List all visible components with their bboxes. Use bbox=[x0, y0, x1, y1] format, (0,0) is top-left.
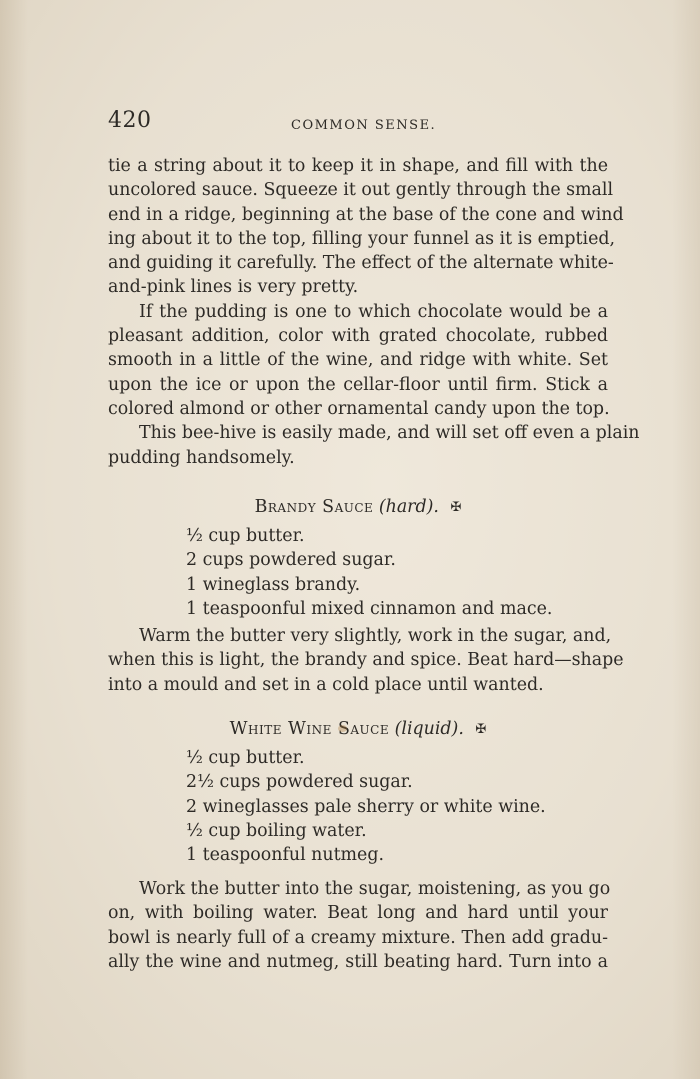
recipe-qualifier: (liquid). bbox=[394, 719, 464, 739]
text-line: and guiding it carefully. The effect of the alternate white- bbox=[108, 253, 614, 274]
recipe-title: Brandy Sauce bbox=[254, 497, 374, 517]
recipe-qualifier: (hard). bbox=[378, 497, 439, 517]
text-line: Work the butter into the sugar, moistening, as you go bbox=[139, 879, 611, 899]
running-head: COMMON SENSE. bbox=[291, 118, 437, 133]
text-line: pudding handsomely. bbox=[108, 447, 295, 468]
page-edge-shadow-left bbox=[0, 0, 28, 1079]
text-line: bowl is nearly full of a creamy mixture. Then add gradu- bbox=[108, 927, 608, 948]
ingredient-item: 2 cups powdered sugar. bbox=[186, 550, 396, 571]
recipe-heading-brandy-sauce bbox=[108, 494, 608, 520]
ingredient-item: ½ cup butter. bbox=[186, 526, 305, 546]
text-line: smooth in a little of the wine, and ridge with white. Set bbox=[108, 350, 608, 371]
cross-ornament-icon: ✠ bbox=[450, 500, 462, 515]
paper-stain bbox=[338, 725, 347, 732]
recipe-method bbox=[108, 624, 624, 697]
text-line: on, with boiling water. Beat long and hard until your bbox=[108, 903, 608, 924]
text-line: end in a ridge, beginning at the base of the cone and wind bbox=[108, 204, 624, 225]
text-line: This bee-hive is easily made, and will set off even a plain bbox=[139, 423, 640, 444]
text-line: If the pudding is one to which chocolate would be a bbox=[139, 301, 608, 322]
page-number: 420 bbox=[108, 108, 152, 133]
text-line: uncolored sauce. Squeeze it out gently through the small bbox=[108, 180, 614, 201]
ingredient-item: 2 wineglasses pale sherry or white wine. bbox=[186, 796, 546, 817]
text-line: pleasant addition, color with grated chocolate, rubbed bbox=[108, 326, 608, 347]
text-line: when this is light, the brandy and spice. Beat hard—shape bbox=[108, 650, 624, 671]
text-line: Warm the butter very slightly, work in the sugar, and, bbox=[139, 626, 612, 646]
page-edge-shadow-right bbox=[672, 0, 700, 1079]
ingredient-item: 1 teaspoonful nutmeg. bbox=[186, 845, 384, 866]
recipe-method bbox=[108, 877, 611, 974]
text-line: upon the ice or upon the cellar-floor until firm. Stick a bbox=[108, 374, 608, 395]
intro-text bbox=[108, 154, 640, 470]
recipe-heading-white-wine-sauce bbox=[108, 716, 608, 742]
text-line: tie a string about it to keep it in shape, and fill with the bbox=[108, 156, 608, 176]
ingredient-item: 2½ cups powdered sugar. bbox=[186, 772, 413, 793]
recipe-title: White Wine Sauce bbox=[229, 719, 390, 739]
text-line: colored almond or other ornamental candy upon the top. bbox=[108, 398, 610, 419]
text-line: into a mould and set in a cold place until wanted. bbox=[108, 674, 544, 695]
ingredient-list bbox=[186, 746, 606, 867]
ingredient-item: 1 teaspoonful mixed cinnamon and mace. bbox=[186, 598, 553, 619]
ingredient-list bbox=[186, 524, 606, 621]
ingredient-item: ½ cup butter. bbox=[186, 748, 305, 768]
page-header bbox=[108, 108, 608, 138]
text-line: ing about it to the top, filling your funnel as it is emptied, bbox=[108, 228, 616, 249]
text-line: ally the wine and nutmeg, still beating hard. Turn into a bbox=[108, 951, 608, 972]
text-line: and-pink lines is very pretty. bbox=[108, 277, 359, 298]
ingredient-item: ½ cup boiling water. bbox=[186, 820, 367, 841]
cross-ornament-icon: ✠ bbox=[475, 722, 487, 737]
ingredient-item: 1 wineglass brandy. bbox=[186, 574, 361, 595]
